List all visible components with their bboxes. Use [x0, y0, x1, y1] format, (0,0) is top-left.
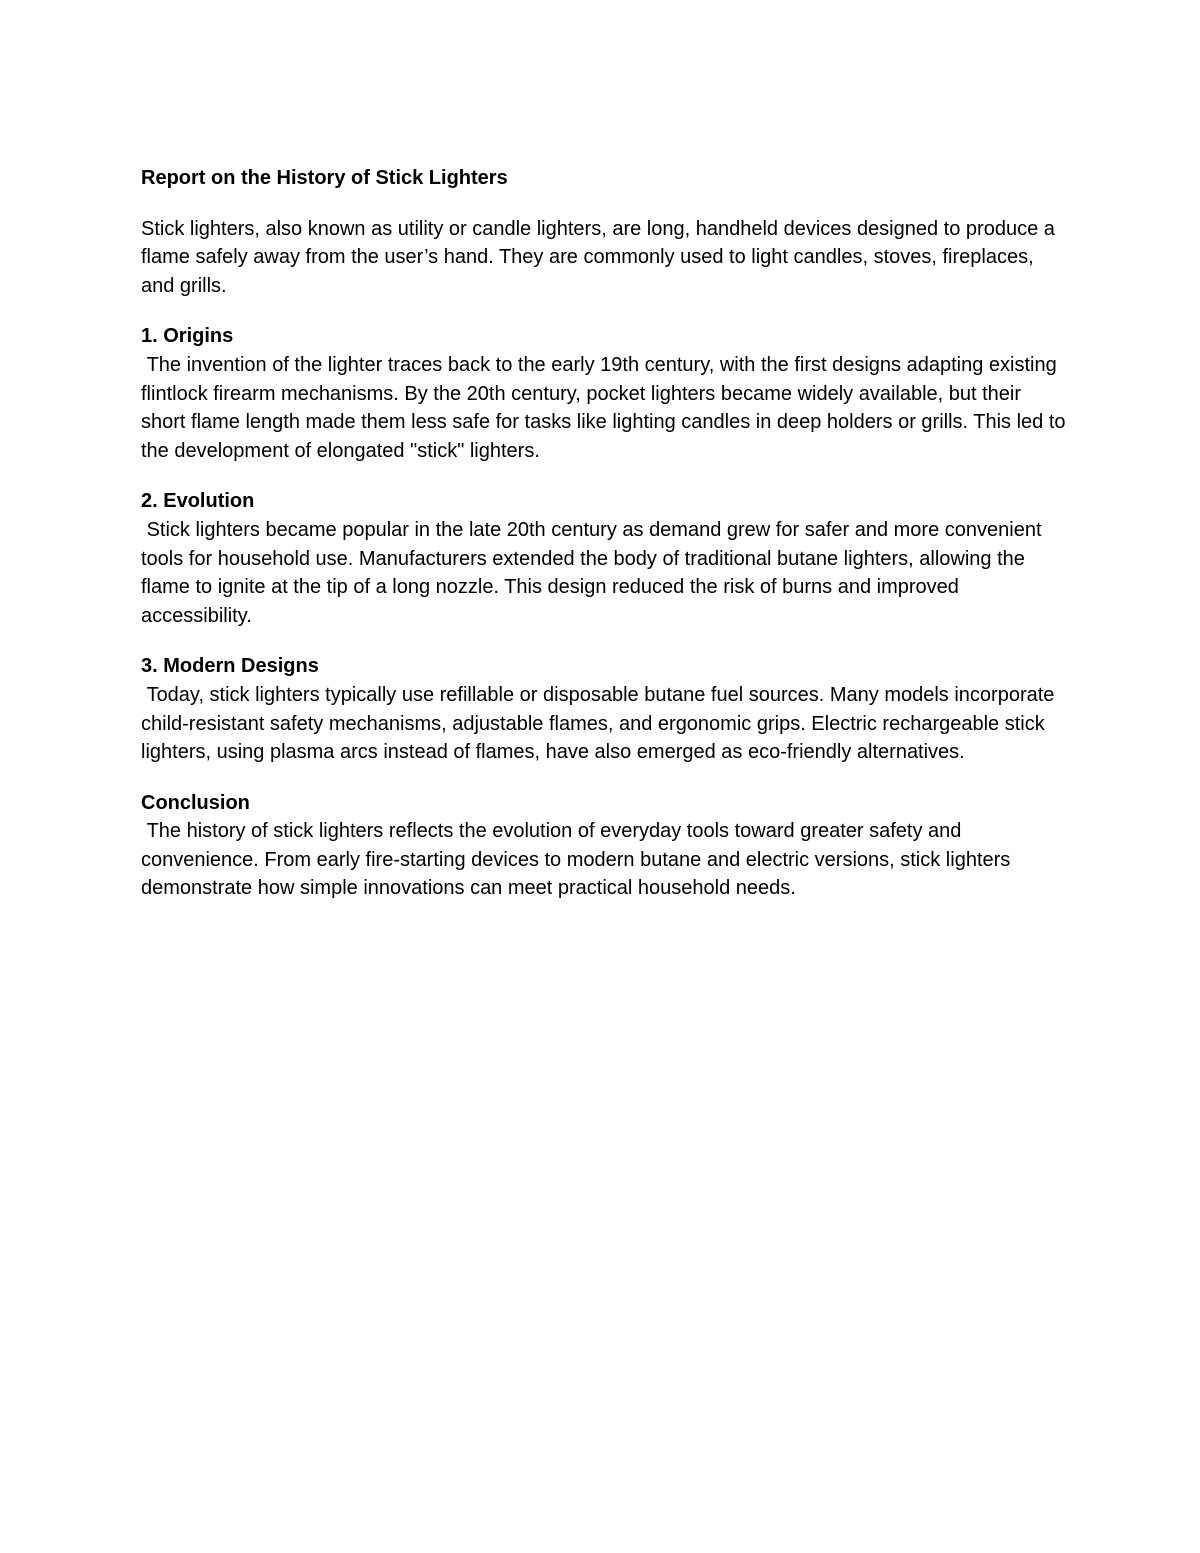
section-body: The invention of the lighter traces back to the early 19th century, with the first designs adapting existing flintlock firearm mechanisms. By the 20th century, pocket lighters became widely available, but their short flame length made them less safe for tasks like lighting candles in deep holders or grills. This led to the development of elongated "stick" lighters.	[141, 353, 1072, 462]
section-evolution	[141, 487, 1071, 630]
section-conclusion	[141, 789, 1071, 903]
intro-paragraph: Stick lighters, also known as utility or candle lighters, are long, handheld devices designed to produce a flame safely away from the user’s hand. They are commonly used to light candles, stoves, fireplaces, and grills.	[141, 217, 1055, 297]
section-body: Stick lighters became popular in the late 20th century as demand grew for safer and more convenient tools for household use. Manufacturers extended the body of traditional butane lighters, allowing the flame to ignite at the tip of a long nozzle. This design reduced the risk of burns and improved accessibility.	[141, 518, 1048, 627]
section-modern-designs	[141, 652, 1071, 766]
section-heading: 1. Origins	[141, 325, 234, 348]
section-origins	[141, 322, 1071, 465]
section-heading: 2. Evolution	[141, 490, 255, 513]
document-body	[141, 164, 1071, 925]
section-body: The history of stick lighters reflects the evolution of everyday tools toward greater safety and convenience. From early fire-starting devices to modern butane and electric versions, stick lighters demonstrate how simple innovations can meet practical household needs.	[141, 820, 1016, 900]
document-title: Report on the History of Stick Lighters	[141, 167, 508, 189]
section-heading: Conclusion	[141, 791, 250, 814]
section-heading: 3. Modern Designs	[141, 655, 319, 678]
section-body: Today, stick lighters typically use refillable or disposable butane fuel sources. Many models incorporate child-resistant safety mechanisms, adjustable flames, and ergonomic grips. Electric rechargeable stick lighters, using plasma arcs instead of flames, have also emerged as eco-friendly alternatives.	[141, 683, 1060, 764]
